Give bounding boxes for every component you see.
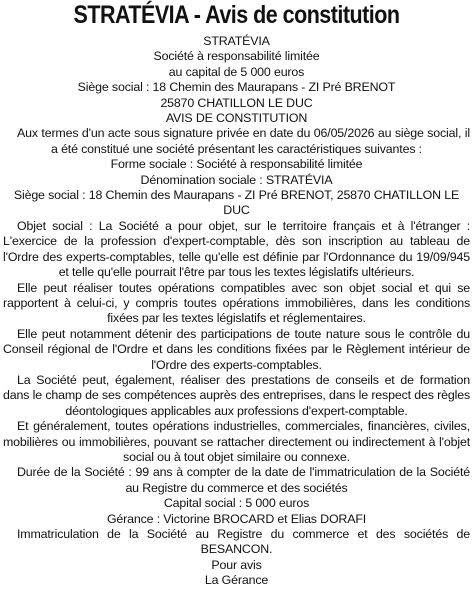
paragraph-registered-office: Siège social : 18 Chemin des Maurapans - ZI Pré BRENOT, 25870 CHATILLON LE DUC	[13, 188, 460, 218]
paragraph-company-name: Dénomination sociale : STRATÉVIA	[140, 172, 333, 187]
paragraph-general-operations: Et généralement, toutes opérations industrielles, commerciales, financières, civiles, mobilières ou immobilières, pouvant se rattacher directement ou indirectement à l'objet social ou à tout objet similaire ou connexe.	[3, 419, 470, 464]
company-name: STRATÉVIA	[203, 34, 270, 48]
paragraph-corporate-purpose: Objet social : La Société a pour objet, sur le territoire français et à l'étranger : L'exercice de la profession d'expert-comptable, dès son inscription au tableau de l'Ordre des experts-comptables, telle qu'elle est définie par l'Ordonnance du 19/09/945 et telle qu'elle pourrait l'être par tous les textes législatifs ultérieurs.	[3, 218, 470, 280]
paragraph-participations: Elle peut notamment détenir des participations de toute nature sous le contrôle du Conseil régional de l'Ordre et dans les conditions fixées par le Règlement intérieur de l'Ordre des experts-comptables.	[3, 326, 470, 372]
notice-type: AVIS DE CONSTITUTION	[165, 111, 308, 126]
closing-signature: La Gérance	[204, 573, 269, 588]
paragraph-registration: Immatriculation de la Société au Registre du commerce et des sociétés de BESANCON.	[17, 527, 470, 557]
legal-form: Société à responsabilité limitée	[153, 49, 320, 64]
paragraph-duration: Durée de la Société : 99 ans à compter de la date de l'immatriculation de la Société au Registre du commerce et des sociétés	[17, 465, 470, 495]
capital-line: au capital de 5 000 euros	[168, 64, 305, 79]
paragraph-compatible-operations: Elle peut réaliser toutes opérations compatibles avec son objet social et qui se rapportent à celui-ci, y compris toutes opérations immobilières, dans les conditions fixées par les textes législatifs et réglementaires.	[3, 280, 470, 326]
paragraph-deed: Aux termes d'un acte sous signature privée en date du 06/05/2026 au siège social, il a été constitué une société présentant les caractéristiques suivantes :	[17, 126, 470, 156]
closing-pour-avis: Pour avis	[211, 557, 262, 572]
registered-office-line: Siège social : 18 Chemin des Maurapans - ZI Pré BRENOT	[77, 80, 396, 95]
notice-body	[3, 34, 470, 589]
paragraph-consulting: La Société peut, également, réaliser des prestations de conseils et de formation dans le champ de ses compétences auprès des entreprises, dans le respect des règles déontologiques applicables aux professions d'expert-comptable.	[3, 372, 470, 418]
paragraph-legal-form: Forme sociale : Société à responsabilité limitée	[110, 157, 363, 172]
paragraph-management: Gérance : Victorine BROCARD et Elias DORAFI	[106, 511, 367, 526]
paragraph-share-capital: Capital social : 5 000 euros	[163, 496, 310, 511]
notice-headline: STRATÉVIA - Avis de constitution	[73, 1, 400, 29]
city-line: 25870 CHATILLON LE DUC	[160, 95, 313, 110]
